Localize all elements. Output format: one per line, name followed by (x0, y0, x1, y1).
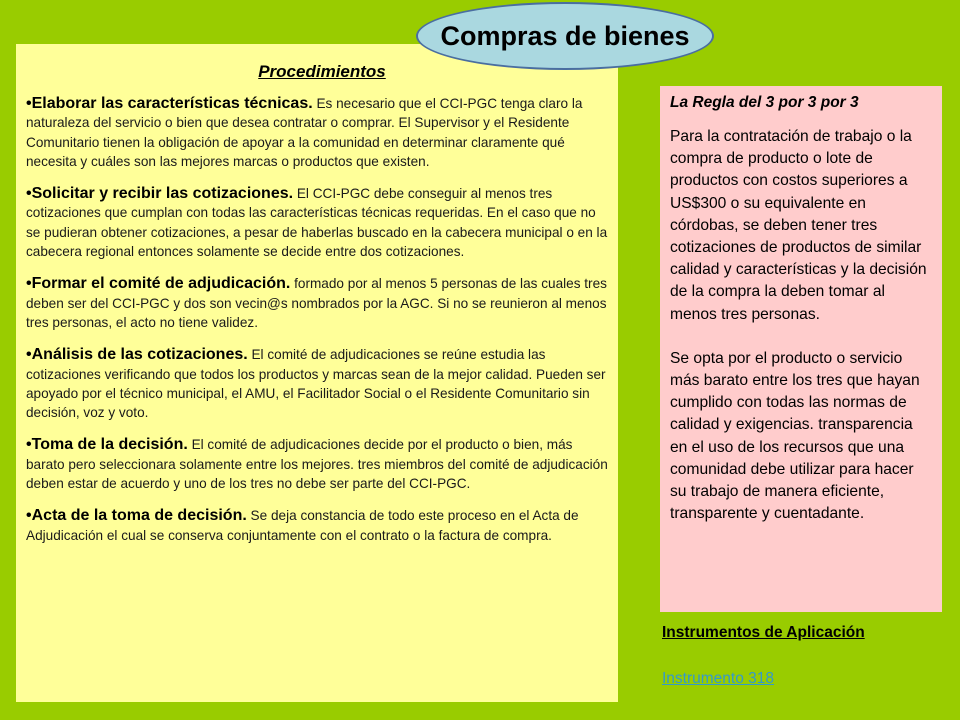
rule-panel (660, 86, 942, 612)
procedure-item (26, 506, 608, 545)
procedure-item-heading: •Análisis de las cotizaciones. (26, 346, 248, 364)
bullet: • (26, 507, 32, 525)
bullet: • (26, 436, 32, 454)
procedure-item-heading: •Acta de la toma de decisión. (26, 507, 247, 525)
procedure-item-text: El comité de adjudicaciones decide por el producto o bien, más barato pero seleccionara solamente entre los mejores. tres miembros del comité de adjudicación deben estar de acuerdo y uno de los tres no debe ser parte del CCI-PGC. (26, 437, 608, 492)
procedures-heading: Procedimientos (258, 62, 386, 81)
bullet: • (26, 185, 32, 203)
instruments-title: Instrumentos de Aplicación (662, 624, 865, 641)
procedure-item (26, 345, 608, 422)
bullet: • (26, 346, 32, 364)
procedure-item-text: formado por al menos 5 personas de las cuales tres deben ser del CCI-PGC y dos son vecin@s nombrados por la AGC. Si no se reunieron al menos tres personas, el acto no tiene validez. (26, 276, 607, 330)
rule-title: La Regla del 3 por 3 por 3 (670, 94, 859, 111)
procedure-item-heading: •Elaborar las características técnicas. (26, 95, 313, 112)
page-title: Compras de bienes (416, 2, 714, 70)
rule-paragraph: Se opta por el producto o servicio más barato entre los tres que hayan cumplido con todas las normas de calidad y exigencias. transparencia en el uso de los recursos que una comunidad debe utilizar para hacer su trabajo de manera eficiente, transparente y cuentadante. (670, 349, 920, 523)
procedure-item (26, 184, 608, 261)
instrument-link[interactable]: Instrumento 318 (662, 670, 775, 687)
procedure-item-text: Es necesario que el CCI-PGC tenga claro la naturaleza del servicio o bien que desea contratar o comprar. El Supervisor y el Residente Comunitario tienen la obligación de apoyar a la comunidad en determinar claramente qué necesita y cuáles son las mejores marcas o productos que existen. (26, 96, 583, 169)
procedure-item (26, 435, 608, 493)
procedure-item-text: El comité de adjudicaciones se reúne estudia las cotizaciones verificando que todos los productos y marcas sean de la mejor calidad. Pueden ser apoyado por el técnico municipal, el AMU, el Facilitador Social o el Residente Comunitario sin decisión, voz y voto. (26, 347, 606, 421)
procedure-item-heading: •Toma de la decisión. (26, 436, 188, 454)
procedure-item (26, 94, 608, 171)
procedures-panel (16, 44, 618, 702)
procedures-list (26, 94, 608, 545)
bullet: • (26, 95, 32, 112)
procedure-item-text: Se deja constancia de todo este proceso en el Acta de Adjudicación el cual se conserva conjuntamente con el contrato o la factura de compra. (26, 508, 579, 543)
procedure-item (26, 274, 608, 332)
bullet: • (26, 275, 32, 293)
procedure-item-heading: •Solicitar y recibir las cotizaciones. (26, 185, 294, 203)
rule-paragraph: Para la contratación de trabajo o la compra de producto o lote de productos con costos superiores a US$300 o su equivalente en córdobas, se deben tener tres cotizaciones de productos de similar calidad y características y la decisión de la compra la deben tomar al menos tres personas. (670, 128, 927, 323)
procedure-item-heading: •Formar el comité de adjudicación. (26, 275, 291, 293)
procedure-item-text: El CCI-PGC debe conseguir al menos tres cotizaciones que cumplan con todas las características técnicas requeridas. En el caso que no se pudieran obtener cotizaciones, a pesar de haberlas buscado en la cabecera municipal o en la cabecera regional entonces solamente se decide entre dos cotizaciones. (26, 186, 608, 260)
